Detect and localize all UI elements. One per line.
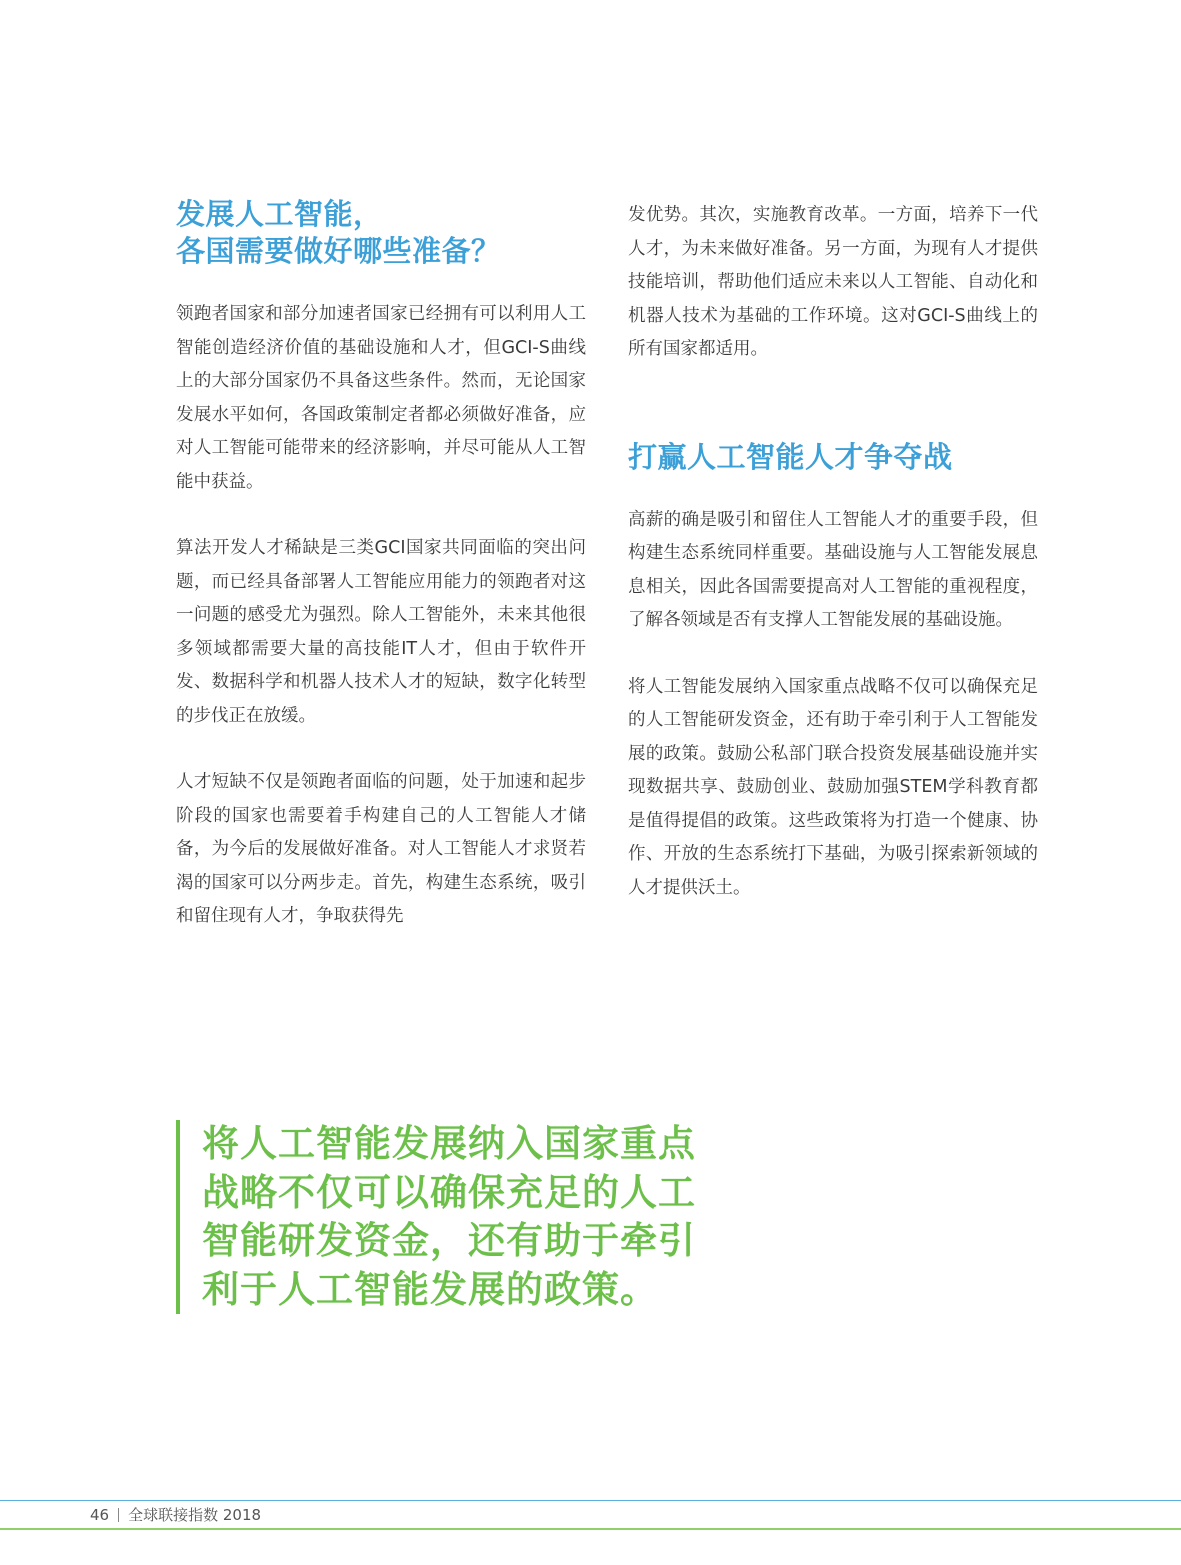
body-paragraph-3: 人才短缺不仅是领跑者面临的问题，处于加速和起步阶段的国家也需要着手构建自己的人工智能人才储备，为今后的发展做好准备。对人工智能人才求贤若渴的国家可以分两步走。首先，构建生态系统，吸引和留住现有人才，争取获得先 — [176, 772, 586, 926]
footer-separator — [118, 1508, 119, 1522]
body-paragraph-5: 将人工智能发展纳入国家重点战略不仅可以确保充足的人工智能研发资金，还有助于牵引利于人工智能发展的政策。鼓励公私部门联合投资发展基础设施并实现数据共享、鼓励创业、鼓励加强STEM学科教育都是值得提倡的政策。这些政策将为打造一个健康、协作、开放的生态系统打下基础，为吸引探索新领域的人才提供沃土。 — [628, 676, 1038, 898]
pull-quote — [176, 1120, 742, 1314]
heading-line-2: 各国需要做好哪些准备？ — [176, 234, 501, 268]
body-paragraph-1: 领跑者国家和部分加速者国家已经拥有可以利用人工智能创造经济价值的基础设施和人才，但GCI-S曲线上的大部分国家仍不具备这些条件。然而，无论国家发展水平如何，各国政策制定者都必须做好准备，应对人工智能可能带来的经济影响，并尽可能从人工智能中获益。 — [176, 304, 586, 492]
footer-divider-green — [0, 1528, 1181, 1530]
pull-quote-line-1: 将人工智能发展纳入国家重点 — [202, 1122, 696, 1165]
section-heading-talent-war: 打赢人工智能人才争夺战 — [628, 439, 953, 474]
body-paragraph-2: 算法开发人才稀缺是三类GCI国家共同面临的突出问题，而已经具备部署人工智能应用能力的领跑者对这一问题的感受尤为强烈。除人工智能外，未来其他很多领域都需要大量的高技能IT人才，但由于软件开发、数据科学和机器人技术人才的短缺，数字化转型的步伐正在放缓。 — [176, 538, 586, 726]
body-paragraph-continuation: 发优势。其次，实施教育改革。一方面，培养下一代人才，为未来做好准备。另一方面，为现有人才提供技能培训，帮助他们适应未来以人工智能、自动化和机器人技术为基础的工作环境。这对GCI-S曲线上的所有国家都适用。 — [628, 205, 1038, 359]
heading-line-1: 发展人工智能， — [176, 197, 383, 231]
right-column — [628, 199, 1038, 938]
body-paragraph-4: 高薪的确是吸引和留住人工智能人才的重要手段，但构建生态系统同样重要。基础设施与人工智能发展息息相关，因此各国需要提高对人工智能的重视程度，了解各领域是否有支撑人工智能发展的基础设施。 — [628, 509, 1038, 630]
publication-title: 全球联接指数 2018 — [128, 1506, 262, 1524]
page-footer — [90, 1505, 261, 1525]
section-heading-ai-preparation — [176, 196, 586, 270]
page-number: 46 — [90, 1506, 110, 1524]
pull-quote-line-4: 利于人工智能发展的政策。 — [202, 1267, 658, 1311]
pull-quote-line-3: 智能研发资金，还有助于牵引 — [202, 1219, 696, 1262]
left-column — [176, 196, 586, 967]
footer-divider-blue — [0, 1500, 1181, 1501]
pull-quote-line-2: 战略不仅可以确保充足的人工 — [202, 1170, 696, 1214]
